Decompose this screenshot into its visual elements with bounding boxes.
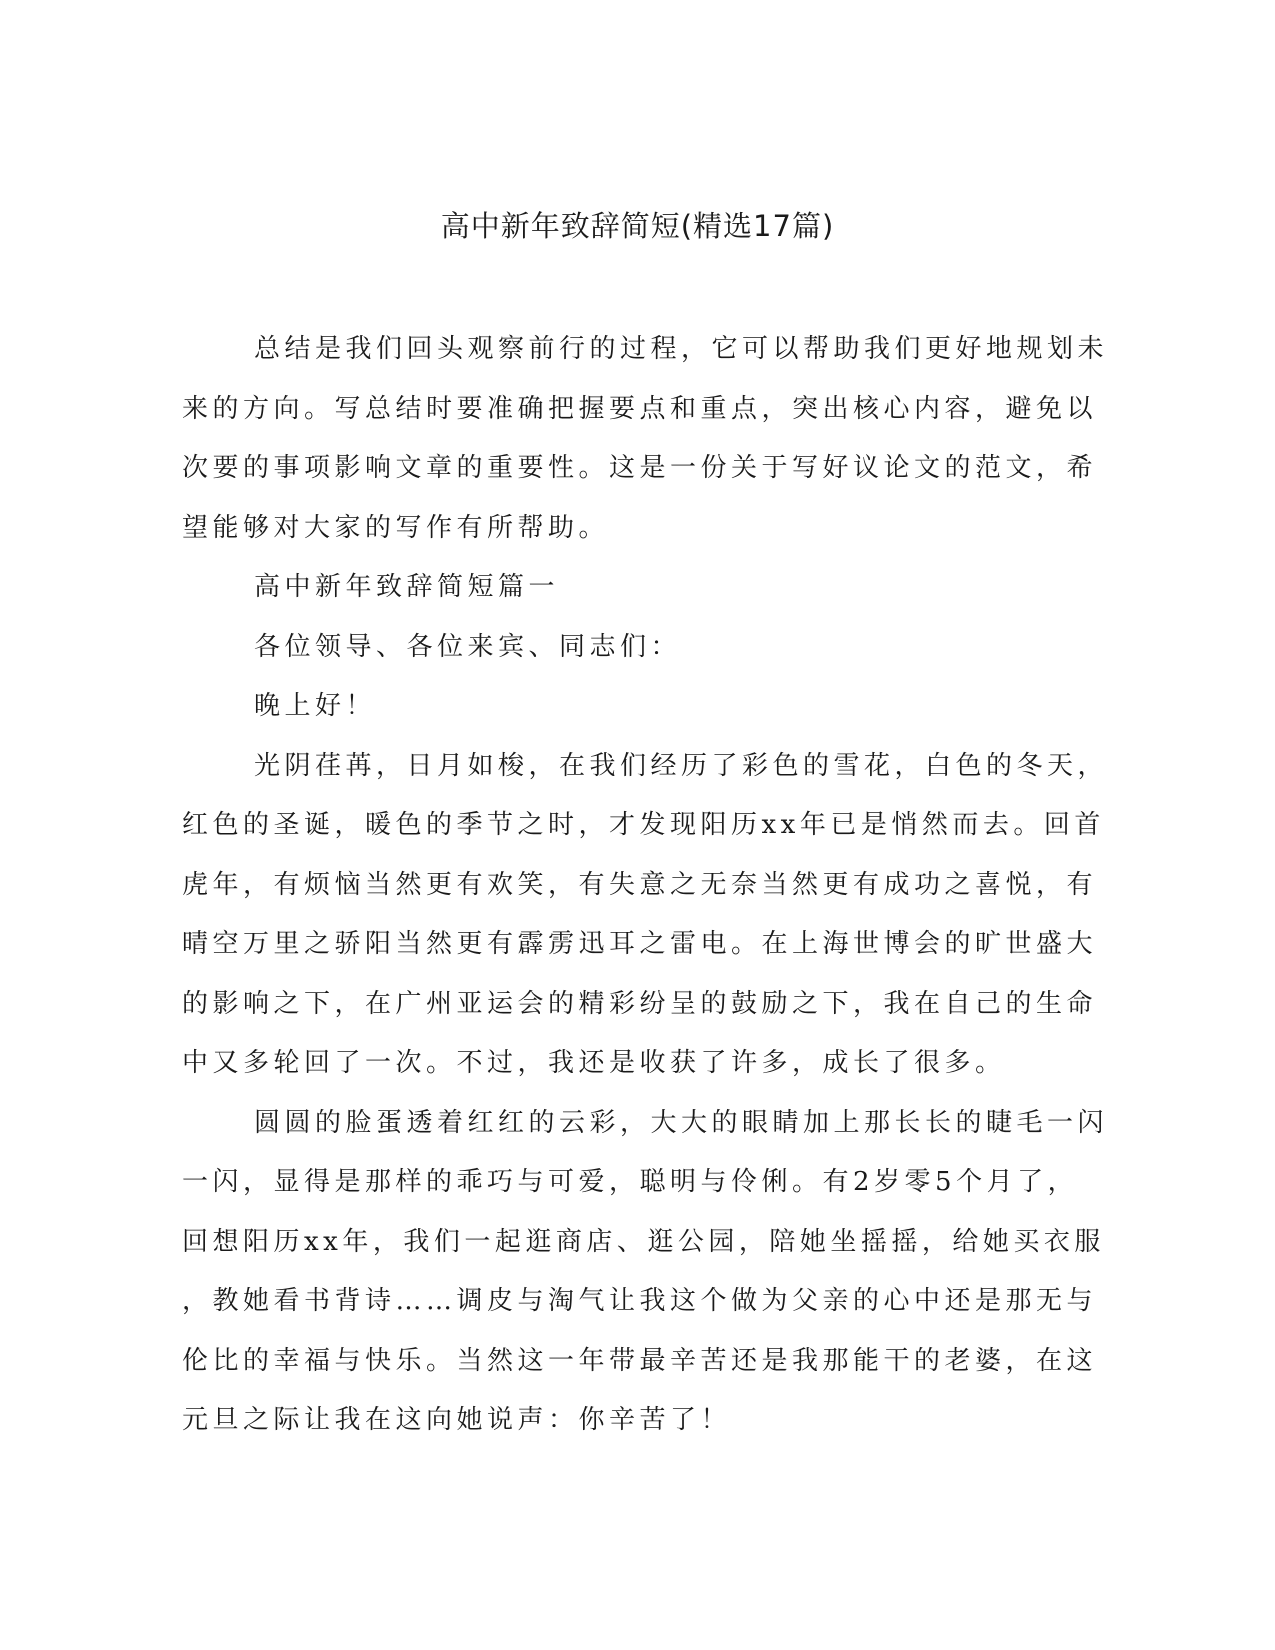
paragraph-reflection (182, 737, 1109, 1094)
text-line: 红色的圣诞，暖色的季节之时，才发现阳历xx年已是悄然而去。回首 (182, 810, 1105, 840)
text-line: 的影响之下，在广州亚运会的精彩纷呈的鼓励之下，我在自己的生命 (182, 988, 1098, 1019)
paragraph-family (182, 1094, 1109, 1451)
paragraph-intro (182, 320, 1109, 558)
text-line: 回想阳历xx年，我们一起逛商店、逛公园，陪她坐摇摇，给她买衣服 (182, 1226, 1105, 1257)
text-line: 光阴荏苒，日月如梭，在我们经历了彩色的雪花，白色的冬天， (254, 750, 1109, 781)
text-line: ，教她看书背诗……调皮与淘气让我这个做为父亲的心中还是那无与 (182, 1286, 1098, 1316)
document-body (182, 320, 1109, 1451)
text-line: 元旦之际让我在这向她说声：你辛苦了！ (182, 1405, 732, 1435)
text-line: 次要的事项影响文章的重要性。这是一份关于写好议论文的范文，希 (182, 453, 1098, 483)
text-line: 晚上好！ (254, 691, 377, 721)
text-line: 高中新年致辞简短篇一 (254, 572, 560, 602)
text-line: 虎年，有烦恼当然更有欢笑，有失意之无奈当然更有成功之喜悦，有 (182, 869, 1098, 900)
text-line: 伦比的幸福与快乐。当然这一年带最辛苦还是我那能干的老婆，在这 (182, 1345, 1098, 1376)
text-line: 晴空万里之骄阳当然更有霹雳迅耳之雷电。在上海世博会的旷世盛大 (182, 929, 1098, 959)
text-line: 圆圆的脸蛋透着红红的云彩，大大的眼睛加上那长长的睫毛一闪 (254, 1107, 1109, 1138)
section-heading (182, 558, 1042, 618)
text-line: 一闪，显得是那样的乖巧与可爱，聪明与伶俐。有2岁零5个月了， (182, 1167, 1079, 1197)
text-line: 来的方向。写总结时要准确把握要点和重点，突出核心内容，避免以 (182, 393, 1098, 424)
paragraph-greeting (182, 677, 1042, 737)
paragraph-salutation (182, 618, 1042, 678)
text-line: 望能够对大家的写作有所帮助。 (182, 512, 610, 543)
document-title: 高中新年致辞简短(精选17篇) (440, 209, 835, 243)
text-line: 各位领导、各位来宾、同志们： (254, 631, 682, 662)
text-line: 总结是我们回头观察前行的过程，它可以帮助我们更好地规划未 (254, 334, 1109, 364)
text-line: 中又多轮回了一次。不过，我还是收获了许多，成长了很多。 (182, 1048, 1006, 1078)
